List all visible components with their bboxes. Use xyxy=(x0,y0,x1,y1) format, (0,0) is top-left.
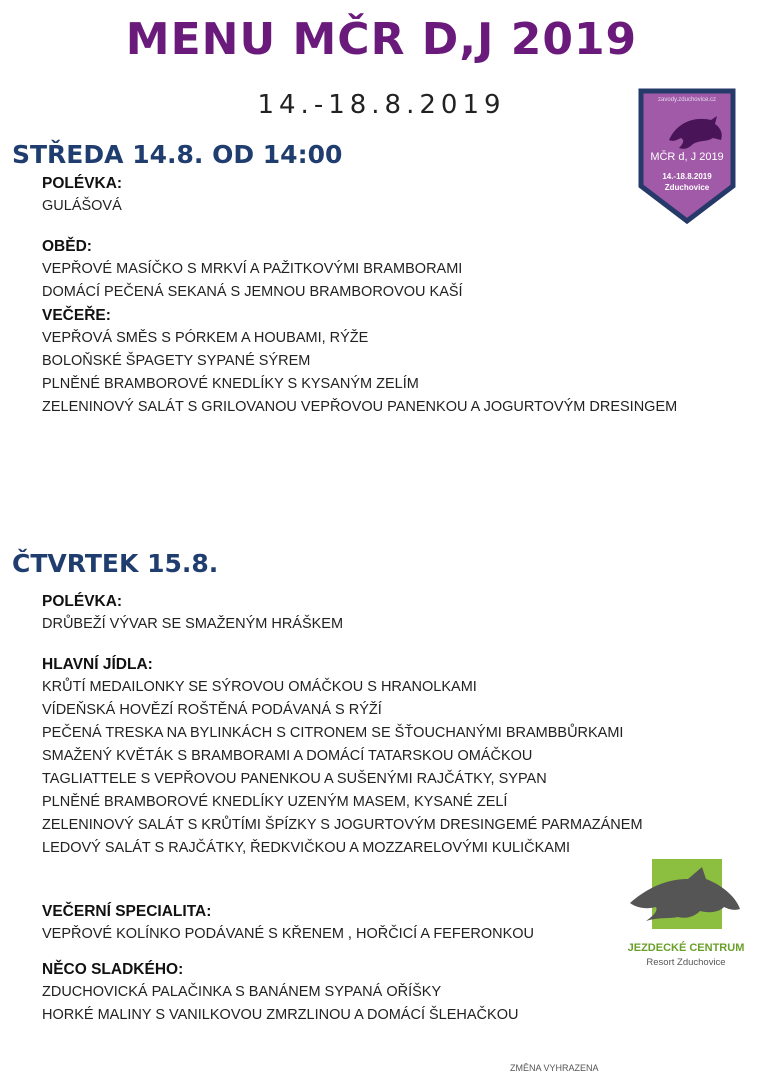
menu-item: SMAŽENÝ KVĚTÁK S BRAMBORAMI A DOMÁCÍ TATARSKOU OMÁČKOU xyxy=(42,748,533,764)
section-heading: VEČERNÍ SPECIALITA: xyxy=(42,903,212,920)
menu-item: VÍDEŇSKÁ HOVĚZÍ ROŠTĚNÁ PODÁVANÁ S RÝŽÍ xyxy=(42,702,382,718)
menu-item: PLNĚNÉ BRAMBOROVÉ KNEDLÍKY UZENÝM MASEM, KYSANÉ ZELÍ xyxy=(42,794,508,810)
menu-item: VEPŘOVÁ SMĚS S PÓRKEM A HOUBAMI, RÝŽE xyxy=(42,330,369,346)
menu-item: ZELENINOVÝ SALÁT S KRŮTÍMI ŠPÍZKY S JOGURTOVÝM DRESINGEMÉ PARMAZÁNEM xyxy=(42,817,643,833)
menu-item: TAGLIATTELE S VEPŘOVOU PANENKOU A SUŠENÝMI RAJČÁTKY, SYPAN xyxy=(42,771,547,787)
wednesday-menu xyxy=(42,172,677,419)
menu-item: PEČENÁ TRESKA NA BYLINKÁCH S CITRONEM SE ŠŤOUCHANÝMI BRAMBBŮRKAMI xyxy=(42,725,624,741)
badge-site: zavody.zduchovice.cz xyxy=(658,97,716,103)
menu-item: ZDUCHOVICKÁ PALAČINKA S BANÁNEM SYPANÁ OŘÍŠKY xyxy=(42,984,442,1000)
section-heading: POLÉVKA: xyxy=(42,593,123,610)
page-title: MENU MČR D,J 2019 xyxy=(125,14,638,65)
logo-name: JEZDECKÉ CENTRUM xyxy=(627,942,745,954)
menu-item: DOMÁCÍ PEČENÁ SEKANÁ S JEMNOU BRAMBOROVOU KAŠÍ xyxy=(42,284,463,300)
menu-item: GULÁŠOVÁ xyxy=(42,198,122,214)
menu-item: KRŮTÍ MEDAILONKY SE SÝROVOU OMÁČKOU S HRANOLKAMI xyxy=(42,679,477,695)
badge-place: Zduchovice xyxy=(664,183,710,192)
jezdecke-centrum-logo xyxy=(628,857,744,935)
footer-note: ZMĚNA VYHRAZENA xyxy=(510,1063,599,1073)
section-heading: OBĚD: xyxy=(42,238,92,255)
thursday-menu xyxy=(42,590,643,1027)
menu-item: LEDOVÝ SALÁT S RAJČÁTKY, ŘEDKVIČKOU A MOZZARELOVÝMI KULIČKAMI xyxy=(42,840,571,856)
section-heading: VEČEŘE: xyxy=(42,307,111,324)
section-heading: NĚCO SLADKÉHO: xyxy=(42,961,184,978)
event-dates: 14.-18.8.2019 xyxy=(257,90,506,120)
menu-item: PLNĚNÉ BRAMBOROVÉ KNEDLÍKY S KYSANÝM ZELÍM xyxy=(42,376,419,392)
badge-dates: 14.-18.8.2019 xyxy=(662,172,712,181)
logo-subtitle: Resort Zduchovice xyxy=(646,957,726,968)
badge-title: MČR d, J 2019 xyxy=(650,151,724,163)
menu-item: ZELENINOVÝ SALÁT S GRILOVANOU VEPŘOVOU PANENKOU A JOGURTOVÝM DRESINGEM xyxy=(42,399,678,415)
section-heading: HLAVNÍ JÍDLA: xyxy=(42,656,153,673)
menu-item: VEPŘOVÉ KOLÍNKO PODÁVANÉ S KŘENEM , HOŘČICÍ A FEFERONKOU xyxy=(42,926,535,942)
section-heading: POLÉVKA: xyxy=(42,175,123,192)
day-heading-thursday: ČTVRTEK 15.8. xyxy=(12,549,219,578)
menu-item: VEPŘOVÉ MASÍČKO S MRKVÍ A PAŽITKOVÝMI BRAMBORAMI xyxy=(42,261,463,277)
day-heading-wednesday: STŘEDA 14.8. OD 14:00 xyxy=(12,140,343,169)
menu-item: BOLOŇSKÉ ŠPAGETY SYPANÉ SÝREM xyxy=(42,353,311,369)
menu-item: DRŮBEŽÍ VÝVAR SE SMAŽENÝM HRÁŠKEM xyxy=(42,616,344,632)
menu-item: HORKÉ MALINY S VANILKOVOU ZMRZLINOU A DOMÁCÍ ŠLEHAČKOU xyxy=(42,1007,519,1023)
